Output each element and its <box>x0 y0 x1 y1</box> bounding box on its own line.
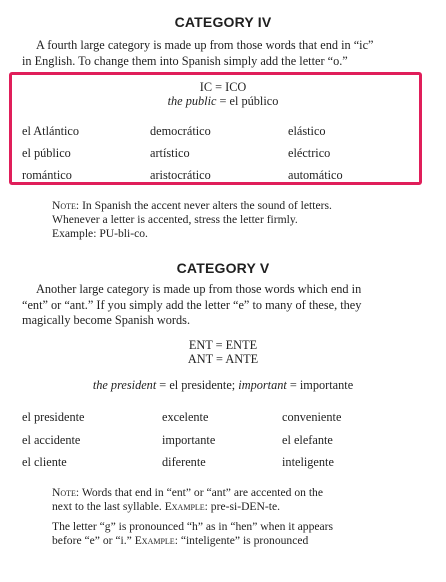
word-cell: diferente <box>162 455 206 469</box>
word-cell: el Atlántico <box>22 124 80 138</box>
word-cell: el presidente <box>22 410 85 424</box>
note-line: before “e” or “i.” Example: “inteligente” is pronounced <box>52 534 309 548</box>
category-v-intro-line-1: Another large category is made up from those words which end in <box>36 282 362 296</box>
word-cell: elástico <box>288 124 326 138</box>
word-cell: el accidente <box>22 433 81 447</box>
word-cell: el público <box>22 146 71 160</box>
word-cell: inteligente <box>282 455 334 469</box>
category-v-examples <box>0 378 446 393</box>
word-cell: el cliente <box>22 455 67 469</box>
note-line: The letter “g” is pronounced “h” as in “hen” when it appears <box>52 520 334 533</box>
category-iv-intro-line-1: A fourth large category is made up from those words that end in “ic” <box>36 38 374 52</box>
word-cell: importante <box>162 433 216 447</box>
category-v-intro-line-3: magically become Spanish words. <box>22 313 191 327</box>
note-line: Note: In Spanish the accent never alters the sound of letters. <box>52 199 332 212</box>
note-line: Whenever a letter is accented, stress the letter firmly. <box>52 213 298 227</box>
note-label: Note: <box>52 486 80 499</box>
word-cell: conveniente <box>282 410 342 424</box>
note-line: Note: Words that end in “ent” or “ant” are accented on the <box>52 486 323 499</box>
word-cell: automático <box>288 168 343 182</box>
category-v-intro <box>22 282 411 329</box>
word-cell: romántico <box>22 168 72 182</box>
category-iv-heading: CATEGORY IV <box>174 14 272 30</box>
category-iv-intro <box>22 38 411 69</box>
word-cell: el elefante <box>282 433 333 447</box>
category-v-rule-ent: ENT = ENTE <box>188 338 258 352</box>
category-iv-note <box>52 199 382 242</box>
word-cell: excelente <box>162 410 209 424</box>
example-label: Example: <box>134 534 178 548</box>
category-iv-example-english: the public <box>167 94 217 108</box>
category-v-note-g <box>52 520 382 548</box>
word-cell: artístico <box>150 146 190 160</box>
category-v-example-1-english: the president <box>92 378 157 392</box>
category-v-example-2-english: important <box>238 378 287 392</box>
example-label: Example: <box>164 500 208 514</box>
word-cell: democrático <box>150 124 211 138</box>
note-label: Note: <box>52 199 80 212</box>
category-v-note-accent <box>52 486 382 514</box>
note-line: next to the last syllable. Example: pre-si-DEN-te. <box>52 500 281 514</box>
category-iv-example-spanish: = el público <box>219 94 279 108</box>
category-v-rule-ant: ANT = ANTE <box>187 352 259 366</box>
category-iv-example <box>0 94 446 109</box>
category-v-example-2-spanish: = importante <box>286 378 354 392</box>
category-v-example-1-spanish: = el presidente; <box>156 378 239 392</box>
category-v-heading: CATEGORY V <box>176 260 270 276</box>
category-iv-intro-line-2: in English. To change them into Spanish simply add the letter “o.” <box>22 53 348 68</box>
word-cell: aristocrático <box>150 168 211 182</box>
word-cell: eléctrico <box>288 146 331 160</box>
category-iv-rule: IC = ICO <box>199 80 247 94</box>
category-v-intro-line-2: “ent” or “ant.” If you simply add the letter “e” to many of these, they <box>22 297 362 312</box>
note-line: Example: PU-bli-co. <box>52 227 148 241</box>
